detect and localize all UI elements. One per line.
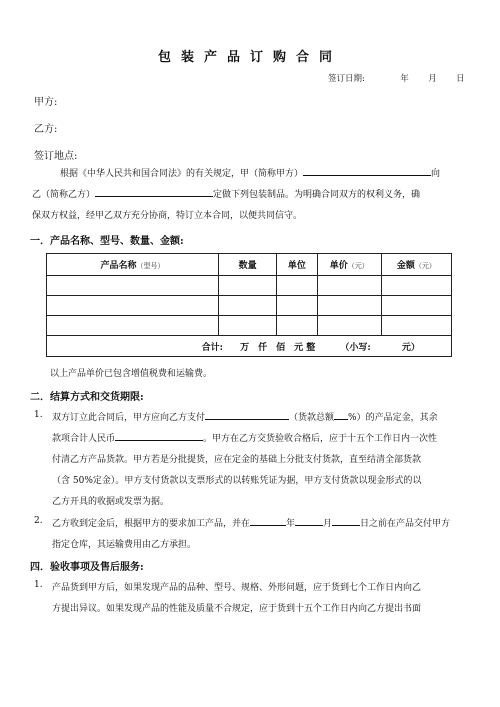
deposit-ratio-text: （货款总额 — [289, 413, 335, 423]
section-1-heading: 一．产品名称、型号、数量、金额: — [30, 236, 184, 247]
remaining-amount-text: 款项合计人民币 — [52, 434, 116, 444]
delivery-month-blank — [295, 516, 323, 526]
intro-line-3: 保双方权益，经甲乙双方充分协商，特订立本合同，以便共同信守。 — [32, 211, 303, 221]
cell-amount[interactable] — [381, 276, 451, 296]
sec4-item1-number: 1. — [34, 580, 43, 590]
party-b-label: 乙方: — [34, 124, 58, 135]
delivery-year-blank — [250, 516, 286, 526]
sec4-item1-line2: 方提出异议。如果发现产品的性能及质量不合规定，应于货到十五个工作日内向乙方提出书面 — [52, 604, 422, 614]
header-quantity: 数量 — [219, 254, 277, 276]
cell-price[interactable] — [317, 276, 381, 296]
delivery-year-label: 年 — [286, 519, 296, 529]
delivery-text: 乙方收到定金后，根据甲方的要求加工产品，并在 — [52, 519, 251, 529]
table-row — [47, 316, 452, 336]
cell-quantity[interactable] — [219, 316, 277, 336]
cell-product[interactable] — [47, 316, 219, 336]
sec2-item1-line1 — [52, 410, 438, 423]
table-header-row — [47, 254, 452, 276]
sec2-item1-line5: 乙方开具的收据或发票为据。 — [52, 497, 170, 507]
intro-line-1 — [60, 166, 440, 179]
cell-quantity[interactable] — [219, 296, 277, 316]
total-row — [47, 336, 452, 357]
sec4-item1-line1: 产品货到甲方后，如果发现产品的品种、型号、规格、外形问题，应于货到七个工作日内向乙 — [52, 583, 422, 593]
cell-product[interactable] — [47, 296, 219, 316]
table-row — [47, 296, 452, 316]
sec2-item1-number: 1. — [34, 410, 43, 420]
cell-unit[interactable] — [277, 276, 317, 296]
deposit-text: 双方订立此合同后，甲方应向乙方支付 — [52, 413, 206, 423]
sec2-item1-line2 — [52, 431, 437, 444]
sec2-item2-line1 — [52, 516, 450, 529]
party-a-name-blank — [303, 166, 431, 176]
deposit-rest-text: %）的产品定金，其余 — [348, 413, 438, 423]
sec2-item1-line4: （含 50%定金）。甲方支付货款以支票形式的以转账凭证为据，甲方支付货款以现金形式的以 — [52, 476, 422, 486]
intro-text-1b: 向 — [431, 169, 441, 179]
cell-product[interactable] — [47, 276, 219, 296]
product-table — [46, 253, 452, 357]
sign-place-label: 签订地点: — [34, 151, 78, 162]
intro-text-2a: 乙（简称乙方） — [32, 190, 96, 200]
sec2-item2-number: 2. — [34, 516, 43, 526]
sec2-item1-line3: 付清乙方产品货款。甲方若是分批提货，应在定金的基础上分批支付货款，直至结清全部货款 — [52, 455, 422, 465]
intro-text-2b: 定做下列包装制品。为明确合同双方的权利义务，确 — [213, 190, 421, 200]
contract-title: 包装产品订购合同 — [157, 50, 342, 65]
delivery-month-label: 月 — [323, 519, 333, 529]
cell-amount[interactable] — [381, 296, 451, 316]
payment-terms-text: 。甲方在乙方交货验收合格后，应于十五个工作日内一次性 — [203, 434, 438, 444]
intro-text-1a: 根据《中华人民共和国合同法》的有关规定，甲（简称甲方） — [60, 169, 304, 179]
total-small-open: （小写: — [340, 342, 371, 353]
header-unit-price: 单价（元） — [317, 254, 381, 276]
total-amount-words: 万 仟 佰 元 整 — [240, 342, 316, 353]
sign-date-day: 日 — [456, 74, 465, 84]
deposit-amount-blank — [205, 410, 289, 420]
delivery-rest-text: 日之前在产品交付甲方 — [360, 519, 451, 529]
section-2-heading: 二．结算方式和交货期限: — [30, 392, 144, 403]
total-cell — [47, 336, 452, 357]
sec2-item2-line2: 指定仓库，其运输费用由乙方承担。 — [52, 540, 197, 550]
sign-date-label: 签订日期: — [328, 74, 365, 84]
deposit-percent-blank — [334, 410, 348, 420]
cell-unit[interactable] — [277, 296, 317, 316]
sign-date-year: 年 — [400, 74, 409, 84]
party-b-name-blank — [95, 187, 213, 197]
sign-date — [328, 72, 465, 84]
header-amount: 金额（元） — [381, 254, 451, 276]
intro-line-2 — [32, 187, 420, 200]
total-label: 合计: — [201, 342, 223, 353]
table-row — [47, 276, 452, 296]
total-small-close: 元） — [401, 342, 420, 353]
remaining-amount-blank — [115, 431, 203, 441]
cell-unit[interactable] — [277, 316, 317, 336]
cell-price[interactable] — [317, 296, 381, 316]
price-note: 以上产品单价已包含增值税费和运输费。 — [50, 369, 213, 379]
cell-price[interactable] — [317, 316, 381, 336]
header-unit: 单位 — [277, 254, 317, 276]
party-a-label: 甲方: — [34, 97, 58, 108]
section-4-heading: 四．验收事项及售后服务: — [30, 562, 144, 573]
cell-amount[interactable] — [381, 316, 451, 336]
header-product-name: 产品名称（型号） — [47, 254, 219, 276]
delivery-day-blank — [332, 516, 360, 526]
cell-quantity[interactable] — [219, 276, 277, 296]
sign-date-month: 月 — [428, 74, 437, 84]
